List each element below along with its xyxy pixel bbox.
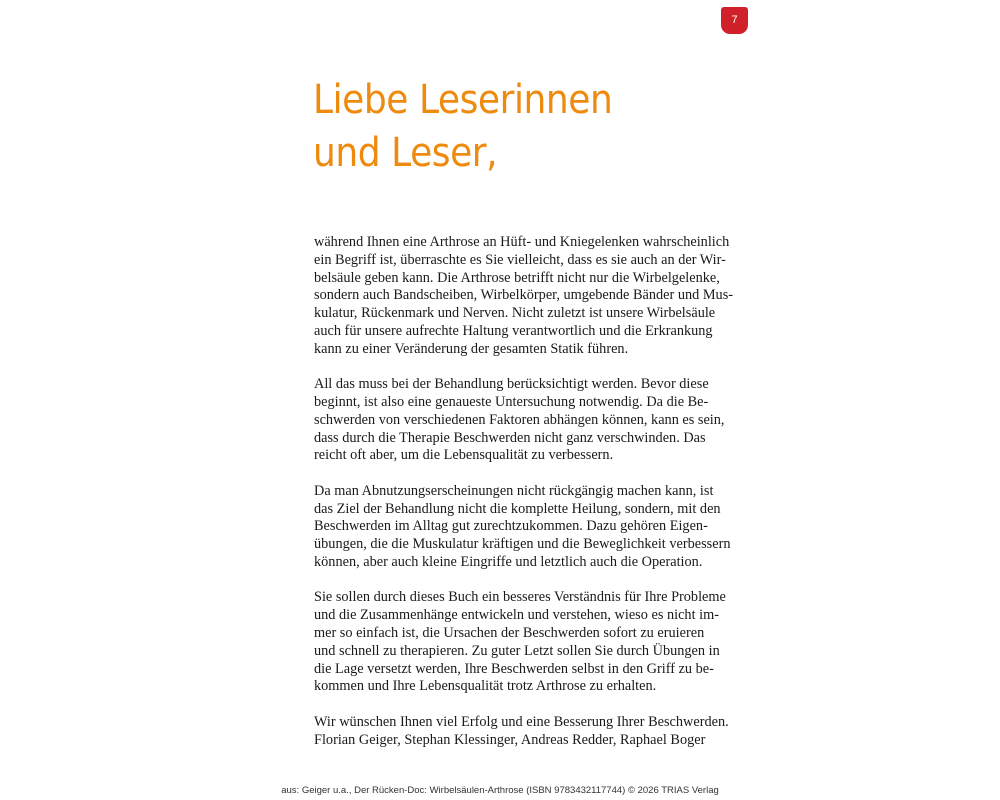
text-line: sondern auch Bandscheiben, Wirbelkörper, umgebende Bänder und Mus- bbox=[314, 287, 734, 304]
text-line: und schnell zu therapieren. Zu guter Letzt sollen Sie durch Übungen in bbox=[314, 642, 720, 659]
text-line: das Ziel der Behandlung nicht die komplette Heilung, sondern, mit den bbox=[314, 500, 721, 517]
text-line: Da man Abnutzungserscheinungen nicht rückgängig machen kann, ist bbox=[314, 482, 714, 499]
page-number-badge: 7 bbox=[721, 7, 748, 34]
body-text bbox=[314, 234, 734, 767]
text-line: übungen, die die Muskulatur kräftigen und die Beweglichkeit verbessern bbox=[314, 536, 731, 553]
heading-line: und Leser, bbox=[313, 130, 498, 176]
text-line: kommen und Ihre Lebensqualität trotz Arthrose zu erhalten. bbox=[314, 678, 657, 695]
text-line: Wir wünschen Ihnen viel Erfolg und eine Besserung Ihrer Beschwerden. bbox=[314, 713, 729, 730]
text-line: beginnt, ist also eine genaueste Untersuchung notwendig. Da die Be- bbox=[314, 393, 709, 410]
text-line: mer so einfach ist, die Ursachen der Beschwerden sofort zu eruieren bbox=[314, 624, 705, 641]
authors-line: Florian Geiger, Stephan Klessinger, Andreas Redder, Raphael Boger bbox=[314, 731, 706, 748]
heading-line: Liebe Leserinnen bbox=[313, 77, 613, 123]
text-line: dass durch die Therapie Beschwerden nicht ganz verschwinden. Das bbox=[314, 429, 706, 446]
paragraph bbox=[314, 376, 734, 465]
text-line: All das muss bei der Behandlung berücksichtigt werden. Bevor diese bbox=[314, 376, 709, 393]
text-line: und die Zusammenhänge entwickeln und verstehen, wieso es nicht im- bbox=[314, 607, 719, 624]
text-line: kann zu einer Veränderung der gesamten Statik führen. bbox=[314, 340, 629, 357]
text-line: reicht oft aber, um die Lebensqualität zu verbessern. bbox=[314, 447, 614, 464]
paragraph bbox=[314, 483, 734, 572]
page-heading bbox=[313, 74, 612, 180]
text-line: während Ihnen eine Arthrose an Hüft- und Kniegelenken wahrscheinlich bbox=[314, 234, 730, 250]
text-line: schwerden von verschiedenen Faktoren abhängen können, kann es sein, bbox=[314, 411, 725, 428]
source-footer: aus: Geiger u.a., Der Rücken-Doc: Wirbelsäulen-Arthrose (ISBN 9783432117744) © 2026 TRIAS Verlag bbox=[281, 785, 719, 796]
text-line: auch für unsere aufrechte Haltung verantwortlich und die Erkrankung bbox=[314, 322, 713, 339]
text-line: Beschwerden im Alltag gut zurechtzukommen. Dazu gehören Eigen- bbox=[314, 518, 708, 535]
text-line: belsäule geben kann. Die Arthrose betrifft nicht nur die Wirbelgelenke, bbox=[314, 269, 720, 286]
text-line: ein Begriff ist, überraschte es Sie vielleicht, dass es sie auch an der Wir- bbox=[314, 251, 726, 268]
signature-paragraph bbox=[314, 714, 734, 750]
text-line: Sie sollen durch dieses Buch ein besseres Verständnis für Ihre Probleme bbox=[314, 589, 726, 606]
text-line: die Lage versetzt werden, Ihre Beschwerden selbst in den Griff zu be- bbox=[314, 660, 714, 677]
text-line: kulatur, Rückenmark und Nerven. Nicht zuletzt ist unsere Wirbelsäule bbox=[314, 305, 716, 322]
paragraph bbox=[314, 589, 734, 696]
text-line: können, aber auch kleine Eingriffe und letztlich auch die Operation. bbox=[314, 553, 703, 570]
paragraph bbox=[314, 234, 734, 359]
